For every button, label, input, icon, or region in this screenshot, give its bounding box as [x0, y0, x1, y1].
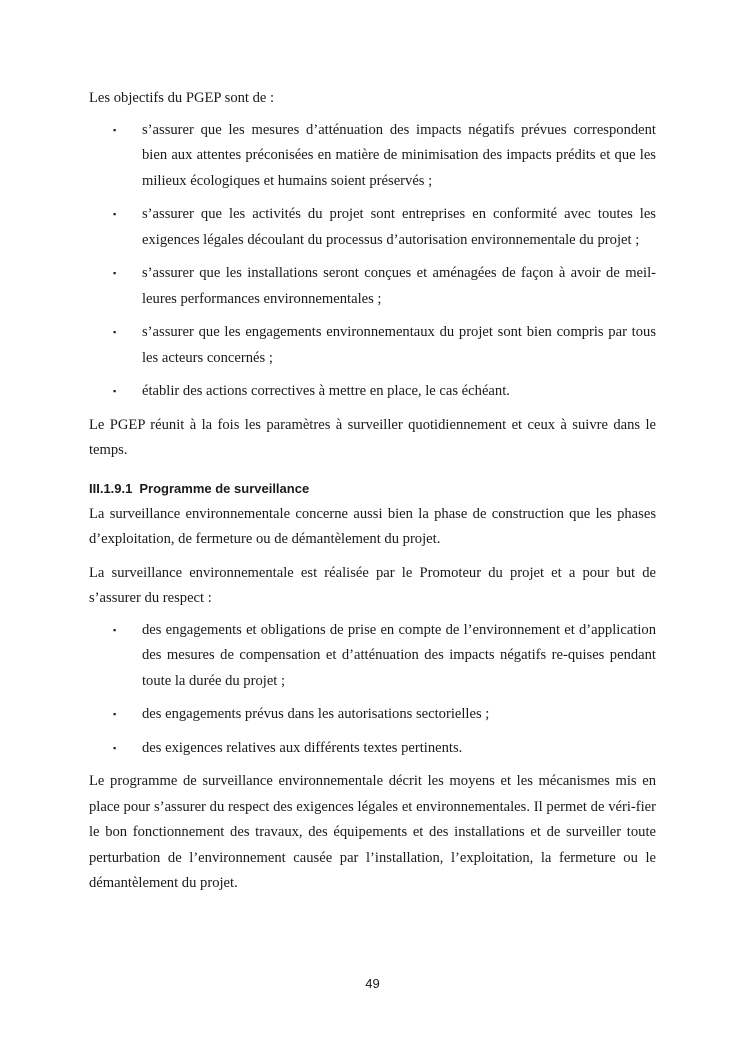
- intro-paragraph: Les objectifs du PGEP sont de :: [89, 90, 275, 106]
- square-bullet-icon: ▪: [113, 624, 117, 635]
- list-item-text: des engagements prévus dans les autorisations sectorielles ;: [142, 706, 490, 722]
- list-item-text: s’assurer que les engagements environnementaux du projet sont bien compris par tous les acteurs concernés ;: [142, 324, 656, 366]
- page-number: 49: [365, 976, 380, 991]
- surveillance-phases-paragraph: La surveillance environnementale concerne aussi bien la phase de construction que les phases d’exploitation, de fermeture ou de démantèlement du projet.: [89, 505, 656, 547]
- list-item: [89, 202, 656, 253]
- square-bullet-icon: ▪: [113, 742, 117, 753]
- list-item-text: s’assurer que les installations seront conçues et aménagées de façon à avoir de meil-leures performances environnementales ;: [142, 265, 656, 307]
- list-item: [89, 736, 656, 762]
- square-bullet-icon: ▪: [113, 124, 117, 135]
- section-title: Programme de surveillance: [139, 480, 310, 496]
- objectives-list: [89, 118, 656, 405]
- section-heading: [89, 478, 656, 500]
- section-number: III.1.9.1: [89, 480, 133, 496]
- square-bullet-icon: ▪: [113, 386, 117, 396]
- list-item-text: s’assurer que les mesures d’atténuation des impacts négatifs prévues correspondent bien aux attentes préconisées en matière de minimisation des impacts prédits et que les milieux écologiques et humains soient préservés ;: [142, 121, 656, 189]
- list-item-text: établir des actions correctives à mettre en place, le cas échéant.: [142, 383, 510, 399]
- list-item: [89, 320, 656, 371]
- list-item-text: des engagements et obligations de prise en compte de l’environnement et d’application des mesures de compensation et d’atténuation des impacts négatifs re-quises pendant toute la durée du projet ;: [142, 621, 656, 689]
- list-item: [89, 379, 656, 405]
- surveillance-purpose-paragraph: La surveillance environnementale est réalisée par le Promoteur du projet et a pour but de s’assurer du respect :: [89, 564, 656, 606]
- document-page: [89, 86, 656, 905]
- respect-list: [89, 618, 656, 762]
- pgep-summary-paragraph: Le PGEP réunit à la fois les paramètres à surveiller quotidiennement et ceux à suivre dans le temps.: [89, 416, 656, 458]
- square-bullet-icon: ▪: [113, 327, 117, 337]
- square-bullet-icon: ▪: [113, 709, 117, 719]
- list-item: [89, 702, 656, 728]
- list-item: [89, 618, 656, 695]
- list-item-text: des exigences relatives aux différents textes pertinents.: [142, 739, 463, 756]
- list-item: [89, 118, 656, 195]
- surveillance-program-paragraph: Le programme de surveillance environnementale décrit les moyens et les mécanismes mis en place pour s’assurer du respect des exigences légales et environnementales. Il permet de véri-fier le bon fonctionnement des travaux, des équipements et des installations et de surveiller toute perturbation de l’environnement causée par l’installation, l’exploitation, la fermeture ou le démantèlement du projet.: [89, 773, 656, 891]
- list-item-text: s’assurer que les activités du projet sont entreprises en conformité avec toutes les exigences légales découlant du processus d’autorisation environnementale du projet ;: [142, 206, 656, 248]
- square-bullet-icon: ▪: [113, 268, 117, 278]
- list-item: [89, 261, 656, 312]
- square-bullet-icon: ▪: [113, 209, 117, 219]
